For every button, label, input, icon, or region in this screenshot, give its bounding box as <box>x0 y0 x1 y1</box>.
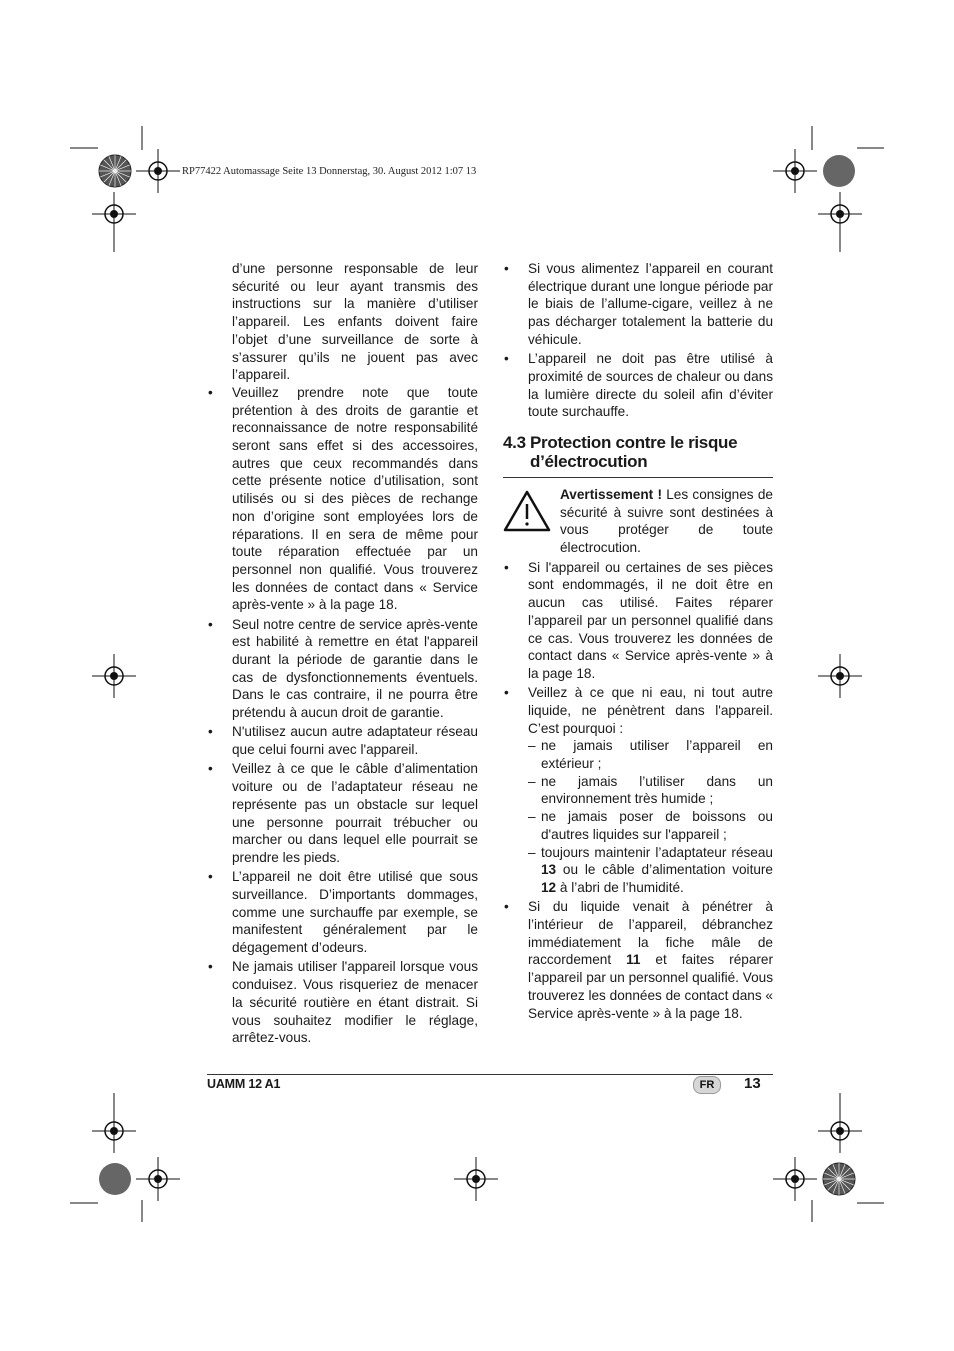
dash-icon: – <box>528 773 536 789</box>
bullet-icon: • <box>504 261 509 276</box>
bullet-icon: • <box>208 869 213 885</box>
list-item-text: Si l'appareil ou certaines de ses pièces sont endommagés, il ne doit être en aucun cas utilisé. Faites réparer l’appareil par un personnel qualifié dans ce cas. Vous trouverez les données de contact dans « Service après-vente » à la page 18. <box>528 559 773 681</box>
list-item-text: Si vous alimentez l’appareil en courant électrique durant une longue période par le biais de l’allume-cigare, veillez à ne pas décharger totalement la batterie du véhicule. <box>528 261 773 347</box>
language-badge: FR <box>693 1076 721 1094</box>
bullet-icon: • <box>208 959 213 975</box>
section-divider <box>503 477 773 478</box>
list-item-text: Ne jamais utiliser l'appareil lorsque vous conduisez. Vous risqueriez de menacer la sécurité routière en étant distrait. Si vous souhaitez modifier le réglage, arrêtez-vous. <box>232 959 478 1046</box>
bullet-icon: • <box>208 724 213 740</box>
list-item-text: et faites réparer l’appareil par un personnel qualifié. Vous trouverez les données de contact dans « Service après-vente » à la page 18. <box>528 952 773 1021</box>
section-number: 4.3 <box>503 432 526 452</box>
part-number: 13 <box>541 862 557 878</box>
dash-item-text: à l’abri de l’humidité. <box>556 879 684 895</box>
list-item-text: Veillez à ce que le câble d’alimentation voiture ou de l’adaptateur réseau ne représente pas un obstacle sur lequel une personne pourrait trébucher ou marcher ou dans lequel elle pourrait se prendre les pieds. <box>232 761 478 865</box>
dash-icon: – <box>528 809 536 825</box>
bullet-icon: • <box>208 384 213 400</box>
dash-item <box>528 844 773 897</box>
left-column <box>207 260 478 1049</box>
part-number: 12 <box>541 879 557 895</box>
dash-item <box>528 808 773 843</box>
section-title-line2: d’électrocution <box>530 451 648 471</box>
bullet-icon: • <box>504 685 509 701</box>
section-title-line1: Protection contre le risque <box>530 432 738 452</box>
list-item <box>207 384 478 614</box>
dash-item-text: ne jamais utiliser l’appareil en extérieur ; <box>541 738 773 772</box>
list-item-text: Veillez à ce que ni eau, ni tout autre liquide, ne pénètrent dans l'appareil. C’est pourquoi : <box>528 685 773 736</box>
dash-item-text: ou le câble d’alimentation voiture <box>556 862 773 878</box>
list-item-text: L’appareil ne doit pas être utilisé à proximité de sources de chaleur ou dans la lumière directe du soleil afin d’éviter toute surchauffe. <box>528 351 773 420</box>
right-bullet-list <box>503 559 773 1022</box>
left-bullet-list <box>207 384 478 1047</box>
list-item-text: N'utilisez aucun autre adaptateur réseau que celui fourni avec l'appareil. <box>232 724 478 758</box>
list-item-text: Seul notre centre de service après-vente est habilité à remettre en état l'appareil durant la période de garantie dans le cas de dysfonctionnements éventuels. Dans le cas contraire, il ne pourra être prétendu à aucun droit de garantie. <box>232 616 478 721</box>
dash-icon: – <box>528 844 536 860</box>
part-number: 11 <box>626 952 641 968</box>
list-item <box>207 723 478 758</box>
dash-list <box>528 737 773 896</box>
footer-model: UAMM 12 A1 <box>207 1077 281 1091</box>
page-number: 13 <box>744 1075 761 1092</box>
list-item <box>503 260 773 349</box>
list-item-text: L’appareil ne doit être utilisé que sous surveillance. D’importants dommages, comme une surchauffe par exemple, se manifestent généralement par le dégagement d’odeurs. <box>232 869 478 956</box>
bullet-icon: • <box>504 559 509 575</box>
warning-block <box>503 486 773 557</box>
footer-divider <box>207 1074 773 1075</box>
warning-label: Avertissement ! <box>560 486 662 502</box>
list-item <box>503 559 773 683</box>
warning-triangle-icon <box>503 490 551 532</box>
list-item <box>207 616 478 722</box>
list-item-text: Veuillez prendre note que toute prétention à des droits de garantie et reconnaissance de notre responsabilité seront sans effet si des accessoires, autres que ceux recommandés dans cette présente notice d’utilisation, sont utilisés ou si des pièces de rechange non d’origine sont employées lors de réparations. Il en sera de même pour toute réparation effectuée par un personnel non qualifié. Vous trouverez les données de contact dans « Service après-vente » à la page 18. <box>232 384 478 613</box>
list-item <box>207 958 478 1047</box>
bullet-icon: • <box>504 899 509 915</box>
bullet-icon: • <box>504 351 509 367</box>
list-item <box>207 760 478 866</box>
section-heading <box>503 433 773 471</box>
dash-item <box>528 773 773 808</box>
list-item-text: Si du liquide venait à pénétrer à l’intérieur de l’appareil, débranchez immédiatement la fiche mâle de raccordement <box>528 899 773 968</box>
list-item <box>207 868 478 957</box>
bullet-icon: • <box>208 761 213 777</box>
dash-item-text: toujours maintenir l’adaptateur réseau <box>541 844 773 860</box>
list-item <box>503 684 773 896</box>
right-column <box>503 260 773 1024</box>
continued-paragraph: d’une personne responsable de leur sécurité ou leur ayant transmis des instructions sur la manière d’utiliser l’appareil. Les enfants doivent faire l’objet d’une surveillance de sorte à s’assurer qu’ils ne jouent pas avec l’appareil. <box>232 261 478 383</box>
warning-text: Les consignes de sécurité à suivre sont destinées à vous protéger de toute électrocution. <box>560 486 773 556</box>
dash-item-text: ne jamais poser de boissons ou d'autres liquides sur l'appareil ; <box>541 809 773 842</box>
print-header: RP77422 Automassage Seite 13 Donnerstag, 30. August 2012 1:07 13 <box>182 166 477 177</box>
list-item <box>503 350 773 421</box>
right-bullet-list-top <box>503 260 773 421</box>
bullet-icon: • <box>208 616 213 632</box>
list-item <box>503 898 773 1022</box>
dash-icon: – <box>528 738 536 754</box>
dash-item <box>528 737 773 772</box>
dash-item-text: ne jamais l’utiliser dans un environnement très humide ; <box>541 773 773 807</box>
